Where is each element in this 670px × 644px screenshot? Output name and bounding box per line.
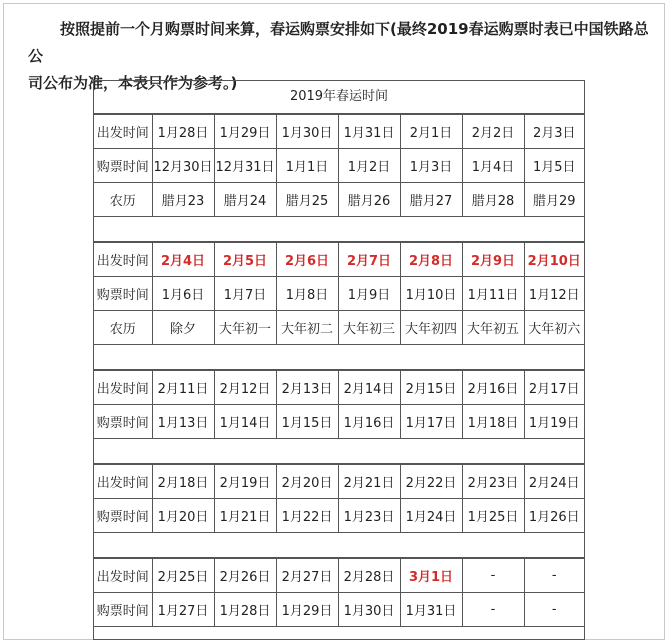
row-label: 购票时间 xyxy=(94,499,152,533)
table-cell: 1月24日 xyxy=(400,499,462,533)
table-cell: 1月19日 xyxy=(524,405,584,439)
table-cell: 大年初二 xyxy=(276,311,338,345)
row-label: 购票时间 xyxy=(94,277,152,311)
schedule-block xyxy=(94,114,584,217)
table-row xyxy=(94,559,584,593)
section-spacer xyxy=(94,438,584,464)
table-cell: 大年初四 xyxy=(400,311,462,345)
table-cell: 1月31日 xyxy=(338,115,400,149)
table-cell: 2月27日 xyxy=(276,559,338,593)
table-title: 2019年春运时间 xyxy=(94,81,584,114)
table-cell: 1月14日 xyxy=(214,405,276,439)
table-cell: 2月10日 xyxy=(524,243,584,277)
table-cell: 腊月27 xyxy=(400,183,462,217)
row-label: 出发时间 xyxy=(94,465,152,499)
table-cell: 2月25日 xyxy=(152,559,214,593)
table-cell: 1月4日 xyxy=(462,149,524,183)
table-cell: 大年初六 xyxy=(524,311,584,345)
intro-line-1: 按照提前一个月购票时间来算，春运购票安排如下(最终2019春运购票时表已中国铁路总公 xyxy=(28,20,649,65)
table-cell: 2月19日 xyxy=(214,465,276,499)
table-cell: 1月29日 xyxy=(276,593,338,627)
table-cell: 2月15日 xyxy=(400,371,462,405)
table-cell: 1月31日 xyxy=(400,593,462,627)
row-label: 农历 xyxy=(94,183,152,217)
table-cell: 1月26日 xyxy=(524,499,584,533)
table-cell: 2月11日 xyxy=(152,371,214,405)
schedule-block xyxy=(94,558,584,627)
table-row xyxy=(94,243,584,277)
schedule-table xyxy=(93,80,585,640)
row-label: 出发时间 xyxy=(94,243,152,277)
table-cell: 12月30日 xyxy=(152,149,214,183)
table-row xyxy=(94,593,584,627)
table-cell: 1月25日 xyxy=(462,499,524,533)
table-cell: - xyxy=(462,593,524,627)
table-row xyxy=(94,405,584,439)
row-label: 购票时间 xyxy=(94,593,152,627)
table-cell: 1月29日 xyxy=(214,115,276,149)
table-cell: 1月13日 xyxy=(152,405,214,439)
section-spacer xyxy=(94,216,584,242)
table-cell: 2月28日 xyxy=(338,559,400,593)
table-cell: 1月2日 xyxy=(338,149,400,183)
table-cell: 大年初三 xyxy=(338,311,400,345)
table-cell: 1月27日 xyxy=(152,593,214,627)
table-cell: 1月1日 xyxy=(276,149,338,183)
table-cell: 1月10日 xyxy=(400,277,462,311)
row-label: 出发时间 xyxy=(94,115,152,149)
section-spacer xyxy=(94,532,584,558)
table-cell: 2月4日 xyxy=(152,243,214,277)
intro-line-2: 司公布为准，本表只作为参考。) xyxy=(28,74,238,92)
row-label: 出发时间 xyxy=(94,371,152,405)
row-label: 购票时间 xyxy=(94,405,152,439)
table-cell: 1月20日 xyxy=(152,499,214,533)
schedule-block xyxy=(94,242,584,345)
section-spacer xyxy=(94,344,584,370)
table-cell: 腊月23 xyxy=(152,183,214,217)
table-cell: 2月7日 xyxy=(338,243,400,277)
row-label: 出发时间 xyxy=(94,559,152,593)
table-cell: 1月6日 xyxy=(152,277,214,311)
table-cell: 1月11日 xyxy=(462,277,524,311)
table-cell: 2月17日 xyxy=(524,371,584,405)
table-cell: 2月3日 xyxy=(524,115,584,149)
table-cell: 1月18日 xyxy=(462,405,524,439)
table-cell: 1月5日 xyxy=(524,149,584,183)
table-cell: 2月2日 xyxy=(462,115,524,149)
table-cell: 2月21日 xyxy=(338,465,400,499)
table-cell: 2月22日 xyxy=(400,465,462,499)
table-cell: 1月30日 xyxy=(338,593,400,627)
table-cell: 大年初一 xyxy=(214,311,276,345)
table-cell: 除夕 xyxy=(152,311,214,345)
table-cell: - xyxy=(524,593,584,627)
table-cell: 2月13日 xyxy=(276,371,338,405)
table-cell: 腊月25 xyxy=(276,183,338,217)
table-cell: 腊月26 xyxy=(338,183,400,217)
table-cell: - xyxy=(462,559,524,593)
table-cell: 1月12日 xyxy=(524,277,584,311)
table-row xyxy=(94,115,584,149)
table-row xyxy=(94,311,584,345)
table-cell: 1月7日 xyxy=(214,277,276,311)
table-cell: 2月5日 xyxy=(214,243,276,277)
table-cell: 1月21日 xyxy=(214,499,276,533)
table-cell: 1月28日 xyxy=(152,115,214,149)
table-cell: 1月23日 xyxy=(338,499,400,533)
table-cell: 2月20日 xyxy=(276,465,338,499)
schedule-block xyxy=(94,464,584,533)
table-row xyxy=(94,183,584,217)
table-cell: 1月16日 xyxy=(338,405,400,439)
table-cell: - xyxy=(524,559,584,593)
table-cell: 1月28日 xyxy=(214,593,276,627)
table-cell: 1月17日 xyxy=(400,405,462,439)
table-cell: 2月1日 xyxy=(400,115,462,149)
schedule-block xyxy=(94,370,584,439)
table-cell: 1月9日 xyxy=(338,277,400,311)
table-row xyxy=(94,277,584,311)
table-cell: 3月1日 xyxy=(400,559,462,593)
table-cell: 腊月29 xyxy=(524,183,584,217)
table-cell: 腊月24 xyxy=(214,183,276,217)
table-row xyxy=(94,499,584,533)
table-cell: 2月14日 xyxy=(338,371,400,405)
table-cell: 1月15日 xyxy=(276,405,338,439)
table-cell: 1月22日 xyxy=(276,499,338,533)
table-cell: 2月24日 xyxy=(524,465,584,499)
table-cell: 2月6日 xyxy=(276,243,338,277)
table-cell: 2月16日 xyxy=(462,371,524,405)
table-row xyxy=(94,371,584,405)
row-label: 购票时间 xyxy=(94,149,152,183)
table-cell: 2月12日 xyxy=(214,371,276,405)
table-cell: 2月18日 xyxy=(152,465,214,499)
table-row xyxy=(94,465,584,499)
table-cell: 大年初五 xyxy=(462,311,524,345)
table-cell: 1月8日 xyxy=(276,277,338,311)
table-cell: 2月9日 xyxy=(462,243,524,277)
table-cell: 1月30日 xyxy=(276,115,338,149)
table-cell: 12月31日 xyxy=(214,149,276,183)
table-cell: 2月23日 xyxy=(462,465,524,499)
table-cell: 2月8日 xyxy=(400,243,462,277)
table-cell: 1月3日 xyxy=(400,149,462,183)
row-label: 农历 xyxy=(94,311,152,345)
table-cell: 腊月28 xyxy=(462,183,524,217)
table-cell: 2月26日 xyxy=(214,559,276,593)
table-row xyxy=(94,149,584,183)
